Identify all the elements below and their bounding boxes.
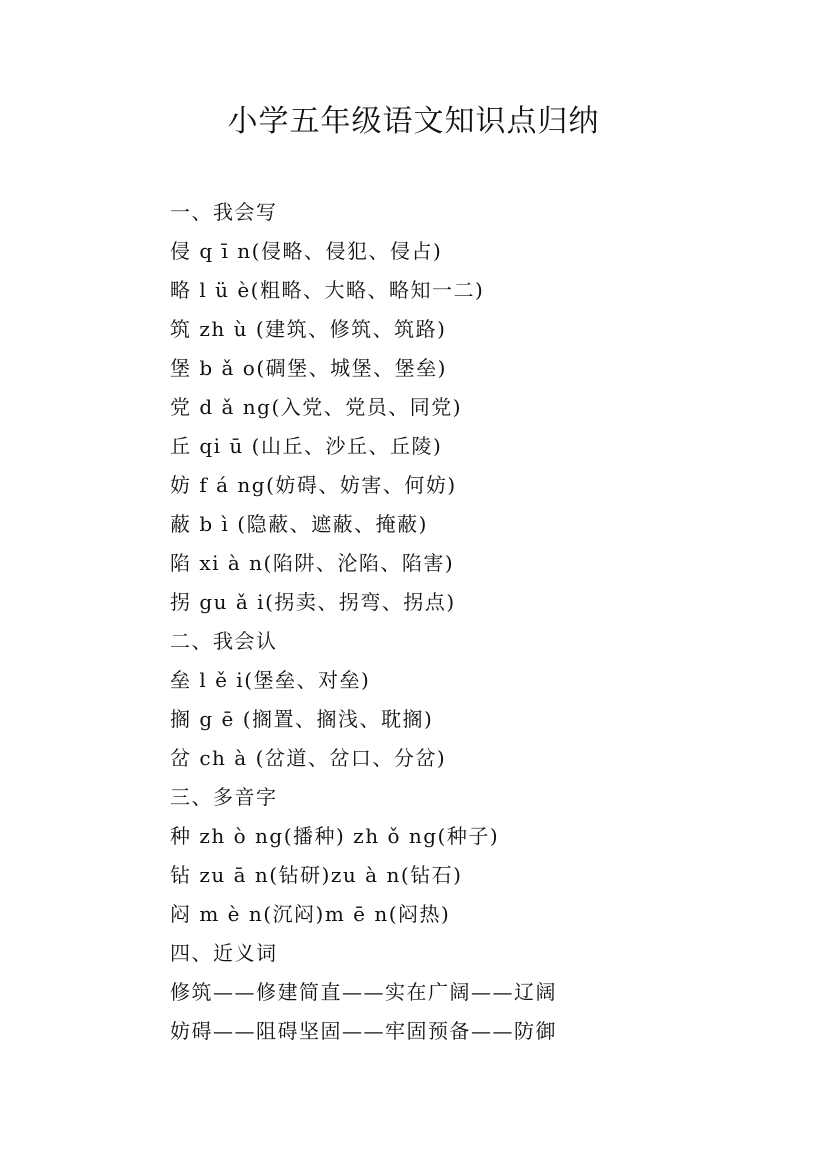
- section-heading: 三、多音字: [170, 785, 278, 809]
- text-line: 垒 l ě i(堡垒、对垒): [170, 668, 371, 692]
- text-line: 蔽 b ì (隐蔽、遮蔽、掩蔽): [170, 512, 428, 536]
- section-heading: 一、我会写: [170, 200, 278, 224]
- text-line: 党 d ǎ ng(入党、党员、同党): [170, 395, 463, 419]
- text-line: 堡 b ǎ o(碉堡、城堡、堡垒): [170, 356, 447, 380]
- text-line: 侵 q ī n(侵略、侵犯、侵占): [170, 239, 443, 263]
- text-line: 筑 zh ù (建筑、修筑、筑路): [170, 317, 447, 341]
- text-line: 搁 g ē (搁置、搁浅、耽搁): [170, 707, 434, 731]
- text-line: 拐 gu ǎ i(拐卖、拐弯、拐点): [170, 590, 456, 614]
- text-line: 妨碍——阻碍坚固——牢固预备——防御: [170, 1019, 557, 1043]
- text-line: 丘 qi ū (山丘、沙丘、丘陵): [170, 434, 443, 458]
- content-lines: [170, 193, 790, 1051]
- text-line: 略 l ü è(粗略、大略、略知一二): [170, 278, 485, 302]
- text-line: 岔 ch à (岔道、岔口、分岔): [170, 746, 447, 770]
- text-line: 修筑——修建简直——实在广阔——辽阔: [170, 980, 557, 1004]
- text-line: 闷 m è n(沉闷)m ē n(闷热): [170, 902, 451, 926]
- text-line: 陷 xi à n(陷阱、沦陷、陷害): [170, 551, 455, 575]
- text-line: 妨 f á ng(妨碍、妨害、何妨): [170, 473, 457, 497]
- text-line: 种 zh ò ng(播种) zh ǒ ng(种子): [170, 824, 500, 848]
- section-heading: 四、近义词: [170, 941, 278, 965]
- text-line: 钻 zu ā n(钻研)zu à n(钻石): [170, 863, 463, 887]
- section-heading: 二、我会认: [170, 629, 278, 653]
- document-title: 小学五年级语文知识点归纳: [227, 104, 600, 139]
